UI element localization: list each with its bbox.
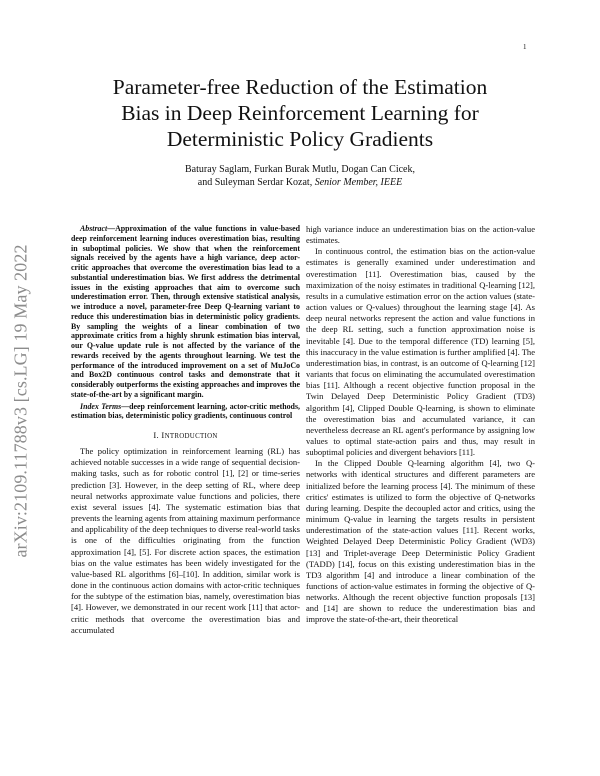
abstract-label: Abstract xyxy=(80,224,108,233)
section-title-rest: NTRODUCTION xyxy=(164,433,218,440)
paper-title xyxy=(70,74,530,152)
section-number: I. xyxy=(153,430,162,440)
index-terms-label: Index Terms xyxy=(80,401,122,411)
section-heading xyxy=(71,430,300,442)
title-line-3: Deterministic Policy Gradients xyxy=(166,127,434,151)
page-number: 1 xyxy=(523,43,527,51)
right-paragraph-continuation: high variance induce an underestimation bias on the action-value estimates. xyxy=(306,224,535,246)
author-role: Senior Member, IEEE xyxy=(314,177,403,188)
arxiv-stamp xyxy=(5,200,37,602)
index-terms-text: —deep reinforcement learning, actor-critic methods, estimation bias, deterministic policy gradients, continuous control xyxy=(71,401,300,421)
right-column xyxy=(306,224,535,626)
intro-paragraph-1: The policy optimization in reinforcement learning (RL) has achieved notable successes in a wide range of sequential decision-making tasks, such as for robotic control [1], [2] or time-series prediction [3]. However, in the deep setting of RL, where deep neural networks approximate value functions and policies, there exist several issues [4]. The systematic estimation bias that prevents the learning agents from attaining maximum performance and applicability of the deep techniques to diverse real-world tasks is one of the difficulties originating from the function approximation [4], [5]. For discrete action spaces, the estimation bias on the value estimates has been widely investigated for the value-based RL algorithms [6]–[10]. In addition, similar work is done in the continuous action domains with actor-critic techniques for the subtype of the estimation bias, namely, overestimation bias [4]. However, we demonstrated in our recent work [11] that actor-critic methods that overcome the overestimation bias and accumulated xyxy=(71,446,300,635)
title-line-2: Bias in Deep Reinforcement Learning for xyxy=(121,101,479,125)
abstract-text: —Approximation of the value functions in value-based deep reinforcement learning induces overestimation bias, resulting in suboptimal policies. We show that when the reinforcement signals received by the agents have a high variance, deep actor-critic approaches that overcome the overestimation bias lead to a substantial underestimation bias. We first address the detrimental issues in the existing approaches that aim to overcome such underestimation error. Then, through extensive statistical analysis, we introduce a novel, parameter-free Deep Q-learning variant to reduce this underestimation bias in deterministic policy gradients. By sampling the weights of a linear combination of two approximate critics from a highly shrunk estimation bias interval, our Q-value update rule is not affected by the variance of the rewards received by the agents throughout learning. We test the performance of the introduced improvement on a set of MuJoCo and Box2D continuous control tasks and demonstrate that it considerably outperforms the existing approaches and improves the state-of-the-art by a significant margin. xyxy=(71,224,300,399)
index-terms xyxy=(71,402,300,422)
authors-line-2 xyxy=(70,176,530,189)
authors-line-2-names: and Suleyman Serdar Kozat, xyxy=(197,177,313,188)
section-title-initial: I xyxy=(161,430,165,440)
arxiv-stamp-text: arXiv:2109.11788v3 [cs.LG] 19 May 2022 xyxy=(10,244,31,558)
title-line-1: Parameter-free Reduction of the Estimation xyxy=(112,75,488,99)
right-paragraph-1: In continuous control, the estimation bias on the action-value estimates is generally examined under underestimation and overestimation [11]. Overestimation bias, caused by the maximization of the noisy estimates in traditional Q-learning [12], results in a cumulative estimation error on the action values (state-action values or Q-values) throughout the learning stage [4]. As deep neural networks represent the action and value functions in the deep RL setting, such a function approximation noise is inevitable [4]. Due to the temporal difference (TD) learning [5], this inaccuracy in the value estimation is further amplified [4]. The underestimation bias, in contrast, is an outcome of Q-learning [12] variants that focus on eliminating the accumulated overestimation bias [11]. Although a recent objective function proposal in the Twin Delayed Deep Deterministic Policy Gradient (TD3) algorithm [4], Clipped Double Q-learning, is shown to eliminate the overestimation bias and accumulated variance, it can nevertheless decrease an RL agent's performance by assigning low values to optimal state-action pairs and thus, may result in suboptimal policies and divergent behaviors [11]. xyxy=(306,246,535,458)
left-column xyxy=(71,224,300,636)
author-list xyxy=(70,163,530,189)
authors-line-1: Baturay Saglam, Furkan Burak Mutlu, Dogan Can Cicek, xyxy=(185,164,415,175)
right-paragraph-2: In the Clipped Double Q-learning algorithm [4], two Q-networks with identical structures and different parameters are initialized before the learning process [4]. The minimum of these critics' estimates is utilized to form the objective of Q-networks during learning. Despite the decoupled actor and critics, using the minimum Q-value in learning the targets results in persistent underestimation of the state-action values [11]. Recent works, Weighted Delayed Deep Deterministic Policy Gradient (WD3) [13] and Triplet-average Deep Deterministic Policy Gradient (TADD) [14], focus on this existing underestimation bias in the TD3 algorithm [4] and introduce a linear combination of the functions of action-value estimates in forming the objective of Q-networks. Although the recent objective function proposals [13] and [14] are shown to reduce the underestimation bias and improve the state-of-the-art, their theoretical xyxy=(306,458,535,625)
abstract xyxy=(71,224,300,400)
